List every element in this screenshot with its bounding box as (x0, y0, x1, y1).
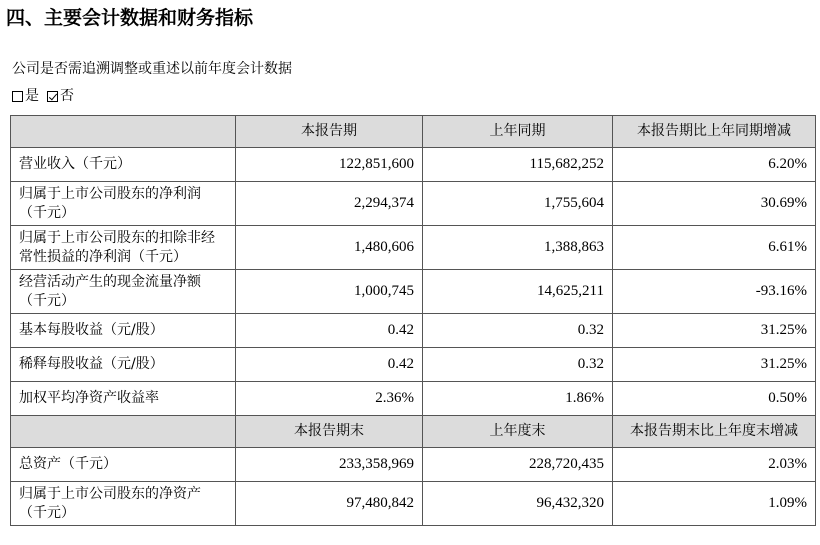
restatement-question: 公司是否需追溯调整或重述以前年度会计数据 (12, 61, 292, 77)
cell-prior: 96,432,320 (423, 482, 613, 526)
header-change-since-year-end: 本报告期末比上年度末增减 (613, 416, 816, 448)
table-row (11, 226, 816, 270)
row-label: 营业收入（千元） (11, 148, 236, 182)
row-label: 经营活动产生的现金流量净额（千元） (11, 270, 236, 314)
cell-current: 122,851,600 (236, 148, 423, 182)
cell-current: 97,480,842 (236, 482, 423, 526)
header-blank-cell (11, 116, 236, 148)
cell-change: 31.25% (613, 348, 816, 382)
cell-current: 1,000,745 (236, 270, 423, 314)
cell-prior: 1.86% (423, 382, 613, 416)
cell-prior: 228,720,435 (423, 448, 613, 482)
table-row (11, 448, 816, 482)
table-row (11, 182, 816, 226)
cell-prior: 0.32 (423, 348, 613, 382)
cell-change: 0.50% (613, 382, 816, 416)
row-label: 基本每股收益（元/股） (11, 314, 236, 348)
table-row (11, 148, 816, 182)
header-current-period: 本报告期 (236, 116, 423, 148)
cell-current: 233,358,969 (236, 448, 423, 482)
table-row (11, 382, 816, 416)
cell-current: 2,294,374 (236, 182, 423, 226)
header-prior-year-end: 上年度末 (423, 416, 613, 448)
row-label: 归属于上市公司股东的净利润（千元） (11, 182, 236, 226)
table-subheader-row (11, 416, 816, 448)
cell-change: -93.16% (613, 270, 816, 314)
cell-prior: 115,682,252 (423, 148, 613, 182)
cell-change: 2.03% (613, 448, 816, 482)
cell-change: 31.25% (613, 314, 816, 348)
table-header-row (11, 116, 816, 148)
cell-current: 1,480,606 (236, 226, 423, 270)
header-change: 本报告期比上年同期增减 (613, 116, 816, 148)
header-period-end: 本报告期末 (236, 416, 423, 448)
financial-indicators-table (10, 115, 816, 526)
table-row (11, 482, 816, 526)
cell-change: 1.09% (613, 482, 816, 526)
checkbox-no[interactable] (47, 91, 58, 102)
row-label: 归属于上市公司股东的扣除非经常性损益的净利润（千元） (11, 226, 236, 270)
cell-current: 2.36% (236, 382, 423, 416)
cell-prior: 1,755,604 (423, 182, 613, 226)
cell-change: 6.61% (613, 226, 816, 270)
cell-prior: 1,388,863 (423, 226, 613, 270)
option-no-label: 否 (60, 88, 74, 104)
section-heading: 四、主要会计数据和财务指标 (6, 7, 254, 29)
row-label: 加权平均净资产收益率 (11, 382, 236, 416)
restatement-options (12, 86, 82, 106)
cell-current: 0.42 (236, 348, 423, 382)
header-prior-period: 上年同期 (423, 116, 613, 148)
cell-prior: 0.32 (423, 314, 613, 348)
checkbox-yes[interactable] (12, 91, 23, 102)
option-no[interactable] (47, 86, 74, 106)
table-row (11, 348, 816, 382)
table-row (11, 270, 816, 314)
cell-change: 6.20% (613, 148, 816, 182)
table-row (11, 314, 816, 348)
cell-current: 0.42 (236, 314, 423, 348)
row-label: 归属于上市公司股东的净资产（千元） (11, 482, 236, 526)
option-yes-label: 是 (25, 88, 39, 104)
cell-prior: 14,625,211 (423, 270, 613, 314)
cell-change: 30.69% (613, 182, 816, 226)
option-yes[interactable] (12, 86, 39, 106)
subheader-blank-cell (11, 416, 236, 448)
row-label: 总资产（千元） (11, 448, 236, 482)
row-label: 稀释每股收益（元/股） (11, 348, 236, 382)
